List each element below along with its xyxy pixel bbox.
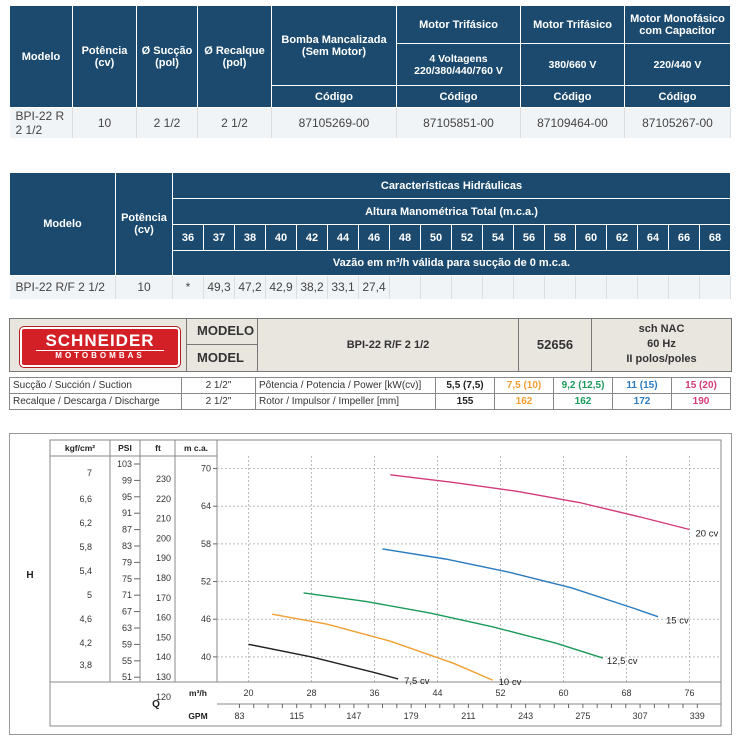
logo-subtext: MOTOBOMBAS xyxy=(36,350,164,361)
head-value: 66 xyxy=(669,225,700,251)
cell-code-bomba: 87105269-00 xyxy=(272,108,397,139)
y-tick-psi: 51 xyxy=(121,672,132,683)
power-value: 15 (20) xyxy=(672,378,731,394)
header-potencia: Potência (cv) xyxy=(116,173,173,276)
y-tick-psi: 103 xyxy=(116,459,132,469)
impeller-value: 162 xyxy=(554,394,613,410)
performance-chart-svg xyxy=(10,434,731,734)
cell-potencia: 10 xyxy=(116,276,173,299)
flow-value xyxy=(483,276,514,299)
head-value: 54 xyxy=(483,225,514,251)
succao-label: Sucção / Succión / Suction xyxy=(10,378,182,394)
header-recalque: Ø Recalque (pol) xyxy=(198,6,272,108)
x-tick-gpm: 83 xyxy=(234,711,245,721)
power-value: 7,5 (10) xyxy=(495,378,554,394)
x-tick-m3h: 44 xyxy=(432,688,443,698)
header-modelo: Modelo xyxy=(10,6,73,108)
power-value: 5,5 (7,5) xyxy=(436,378,495,394)
x-tick-m3h: 20 xyxy=(243,688,254,698)
y-tick-psi: 91 xyxy=(121,508,132,519)
y-tick-psi: 95 xyxy=(121,491,132,502)
y-tick-mca: 52 xyxy=(200,576,211,587)
flow-value: 27,4 xyxy=(359,276,390,299)
header-codigo: Código xyxy=(272,86,397,108)
flow-value xyxy=(452,276,483,299)
x-tick-gpm: 211 xyxy=(461,711,476,721)
y-tick-psi: 55 xyxy=(121,655,132,666)
y-tick-psi: 59 xyxy=(121,639,132,650)
header-voltagens-3: 220/440 V xyxy=(625,44,731,86)
y-tick-kgf: 6,2 xyxy=(79,518,92,528)
potencia-label: Pôtencia / Potencia / Power [kW(cv)] xyxy=(256,378,436,394)
x-unit-m3h: m³/h xyxy=(189,688,207,698)
head-value: 68 xyxy=(700,225,731,251)
y-tick-ft: 130 xyxy=(155,672,171,682)
model-value: BPI-22 R/F 2 1/2 xyxy=(257,319,518,371)
head-value: 37 xyxy=(204,225,235,251)
impeller-value: 155 xyxy=(436,394,495,410)
head-value: 60 xyxy=(576,225,607,251)
y-tick-mca: 40 xyxy=(200,651,211,662)
series-line xyxy=(382,549,658,617)
y-tick-psi: 75 xyxy=(121,573,132,584)
header-voltagens-2: 380/660 V xyxy=(521,44,625,86)
y-tick-kgf: 5,4 xyxy=(79,566,92,576)
y-tick-psi: 71 xyxy=(121,590,132,601)
series-label: 7,5 cv xyxy=(404,675,430,687)
pump-spec-3: II polos/poles xyxy=(626,353,697,365)
flow-value xyxy=(421,276,452,299)
x-tick-m3h: 76 xyxy=(684,688,695,698)
y-tick-psi: 83 xyxy=(121,541,132,551)
impeller-value: 162 xyxy=(495,394,554,410)
flow-value: * xyxy=(173,276,204,299)
y-tick-kgf: 5,8 xyxy=(79,542,92,552)
y-tick-ft: 160 xyxy=(155,612,171,623)
y-tick-mca: 64 xyxy=(200,501,211,512)
header-vazao: Vazão em m³/h válida para sucção de 0 m.c.a. xyxy=(173,251,731,276)
cell-recalque: 2 1/2 xyxy=(198,108,272,139)
pump-code: 52656 xyxy=(518,319,591,371)
header-caracteristicas: Características Hidráulicas xyxy=(173,173,731,199)
y-unit-label: ft xyxy=(155,443,161,453)
cell-modelo: BPI-22 R/F 2 1/2 xyxy=(10,276,116,299)
header-motor-trifasico-2: Motor Trifásico xyxy=(521,6,625,44)
y-tick-kgf: 4,6 xyxy=(79,614,92,624)
cell-code-trifasico-2: 87109464-00 xyxy=(521,108,625,139)
recalque-value: 2 1/2" xyxy=(182,394,256,410)
y-tick-ft: 150 xyxy=(155,632,171,643)
y-tick-kgf: 6,6 xyxy=(79,494,92,504)
impeller-value: 190 xyxy=(672,394,731,410)
head-value: 44 xyxy=(328,225,359,251)
header-motor-trifasico-1: Motor Trifásico xyxy=(397,6,521,44)
head-value: 48 xyxy=(390,225,421,251)
y-tick-ft: 210 xyxy=(155,513,171,524)
cell-modelo: BPI-22 R 2 1/2 xyxy=(10,108,73,139)
x-unit-gpm: GPM xyxy=(188,711,208,721)
flow-value xyxy=(638,276,669,299)
head-value: 38 xyxy=(235,225,266,251)
x-tick-gpm: 275 xyxy=(575,711,591,721)
q-axis-label: Q xyxy=(152,699,160,710)
y-unit-label: kgf/cm² xyxy=(64,443,96,453)
y-tick-mca: 70 xyxy=(200,463,211,474)
head-value: 62 xyxy=(607,225,638,251)
header-voltagens-1: 4 Voltagens 220/380/440/760 V xyxy=(397,44,521,86)
flow-value: 49,3 xyxy=(204,276,235,299)
x-tick-m3h: 68 xyxy=(621,688,632,698)
specs-table xyxy=(9,377,731,410)
y-tick-ft: 220 xyxy=(155,493,171,504)
header-codigo: Código xyxy=(625,86,731,108)
header-bomba: Bomba Mancalizada (Sem Motor) xyxy=(272,6,397,86)
flow-value xyxy=(607,276,638,299)
y-tick-kgf: 7 xyxy=(86,468,92,478)
power-value: 11 (15) xyxy=(613,378,672,394)
y-tick-ft: 190 xyxy=(155,553,171,564)
y-tick-kgf: 3,8 xyxy=(79,660,92,670)
series-label: 10 cv xyxy=(498,677,522,689)
header-altura: Altura Manométrica Total (m.c.a.) xyxy=(173,199,731,225)
y-unit-label: PSI xyxy=(118,443,132,453)
flow-value: 38,2 xyxy=(297,276,328,299)
y-tick-kgf: 5 xyxy=(86,590,92,600)
head-value: 58 xyxy=(545,225,576,251)
chart-frame xyxy=(50,440,721,726)
y-unit-label: m c.a. xyxy=(183,443,209,453)
head-value: 40 xyxy=(266,225,297,251)
performance-chart xyxy=(9,433,732,735)
x-tick-m3h: 36 xyxy=(369,688,380,698)
model-label: MODEL xyxy=(197,350,244,365)
succao-value: 2 1/2" xyxy=(182,378,256,394)
series-label: 20 cv xyxy=(695,528,719,540)
series-line xyxy=(390,475,689,530)
header-codigo: Código xyxy=(521,86,625,108)
series-line xyxy=(304,593,603,658)
y-tick-mca: 46 xyxy=(200,614,211,625)
flow-value: 33,1 xyxy=(328,276,359,299)
head-value: 52 xyxy=(452,225,483,251)
y-tick-ft: 180 xyxy=(155,573,171,583)
flow-value xyxy=(390,276,421,299)
schneider-logo xyxy=(20,327,180,367)
y-tick-psi: 67 xyxy=(121,606,132,617)
pump-info-header xyxy=(9,318,732,372)
y-tick-psi: 99 xyxy=(121,475,132,486)
y-tick-psi: 79 xyxy=(121,557,132,568)
logo-text: SCHNEIDER xyxy=(45,331,155,350)
y-tick-ft: 120 xyxy=(155,691,171,702)
cell-code-trifasico-1: 87105851-00 xyxy=(397,108,521,139)
header-codigo: Código xyxy=(397,86,521,108)
y-tick-mca: 58 xyxy=(200,538,211,549)
header-modelo: Modelo xyxy=(10,173,116,276)
head-value: 42 xyxy=(297,225,328,251)
head-value: 36 xyxy=(173,225,204,251)
head-value: 64 xyxy=(638,225,669,251)
impeller-value: 172 xyxy=(613,394,672,410)
series-label: 15 cv xyxy=(666,615,689,627)
flow-value: 47,2 xyxy=(235,276,266,299)
hydraulic-table xyxy=(9,172,731,299)
rotor-label: Rotor / Impulsor / Impeller [mm] xyxy=(256,394,436,410)
flow-value: 42,9 xyxy=(266,276,297,299)
h-axis-label: H xyxy=(26,570,34,581)
flow-value xyxy=(576,276,607,299)
modelo-label: MODELO xyxy=(187,319,257,345)
x-tick-gpm: 339 xyxy=(689,711,705,721)
header-potencia: Potência (cv) xyxy=(73,6,137,108)
flow-value xyxy=(700,276,731,299)
series-line xyxy=(249,644,399,679)
x-tick-gpm: 179 xyxy=(403,711,419,721)
x-tick-gpm: 307 xyxy=(632,711,648,721)
pump-spec-1: sch NAC xyxy=(638,323,685,335)
head-value: 50 xyxy=(421,225,452,251)
x-tick-gpm: 115 xyxy=(289,711,304,721)
flow-value xyxy=(669,276,700,299)
y-tick-ft: 230 xyxy=(155,474,171,484)
power-value: 9,2 (12,5) xyxy=(554,378,613,394)
y-tick-psi: 87 xyxy=(121,524,132,535)
cell-code-monofasico: 87105267-00 xyxy=(625,108,731,139)
y-tick-ft: 170 xyxy=(155,592,171,603)
header-succao: Ø Sucção (pol) xyxy=(137,6,198,108)
x-tick-m3h: 60 xyxy=(558,688,569,698)
y-tick-ft: 140 xyxy=(155,652,171,663)
product-code-table xyxy=(9,5,731,138)
cell-succao: 2 1/2 xyxy=(137,108,198,139)
y-tick-psi: 63 xyxy=(121,623,132,633)
cell-potencia: 10 xyxy=(73,108,137,139)
head-value: 56 xyxy=(514,225,545,251)
series-line xyxy=(272,614,493,680)
header-motor-monofasico: Motor Monofásico com Capacitor xyxy=(625,6,731,44)
table-row xyxy=(10,276,731,299)
pump-spec-2: 60 Hz xyxy=(647,338,676,350)
y-tick-ft: 200 xyxy=(155,533,171,544)
flow-value xyxy=(514,276,545,299)
x-tick-gpm: 147 xyxy=(346,711,362,721)
flow-value xyxy=(545,276,576,299)
x-tick-m3h: 28 xyxy=(306,688,317,698)
x-tick-m3h: 52 xyxy=(495,688,506,698)
x-tick-gpm: 243 xyxy=(518,711,534,721)
head-value: 46 xyxy=(359,225,390,251)
y-tick-kgf: 4,2 xyxy=(79,638,92,648)
recalque-label: Recalque / Descarga / Discharge xyxy=(10,394,182,410)
table-row xyxy=(10,108,731,139)
series-label: 12,5 cv xyxy=(606,656,638,668)
